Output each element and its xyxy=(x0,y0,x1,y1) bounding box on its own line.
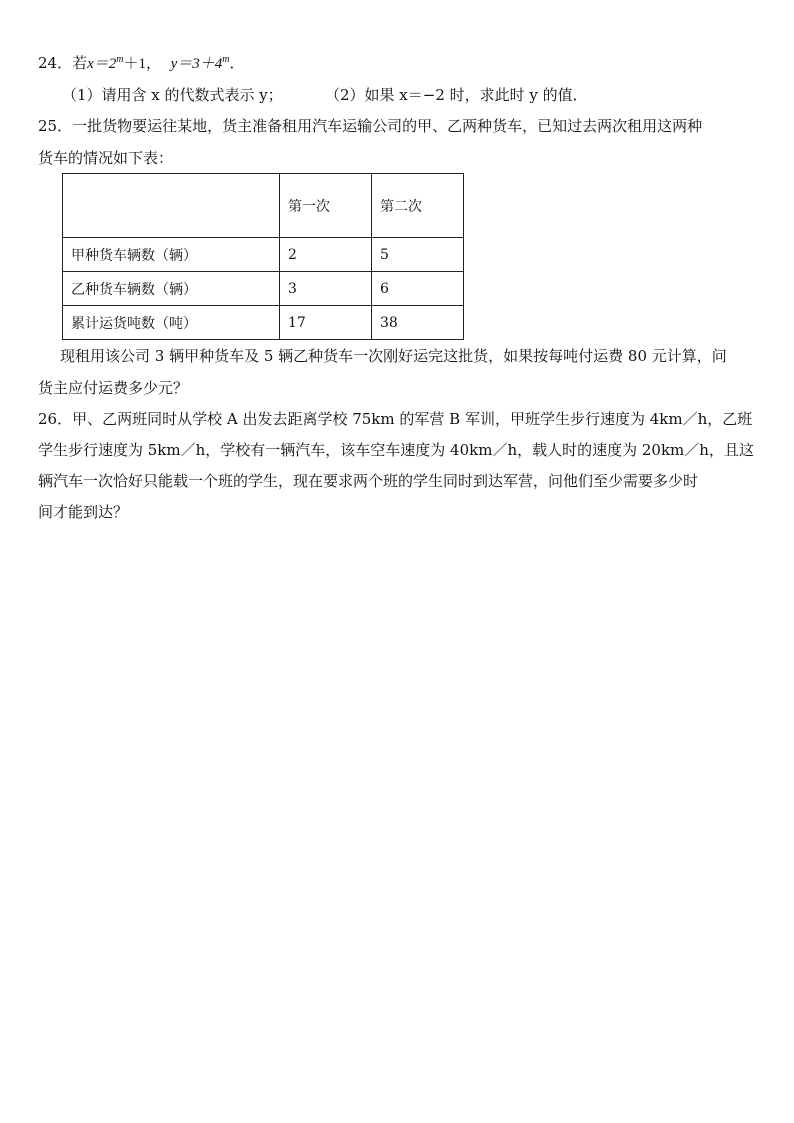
q25-question-line-1: 现租用该公司 3 辆甲种货车及 5 辆乙种货车一次刚好运完这批货，如果按每吨付运费 80 元计算，问 xyxy=(60,347,727,365)
q24-part-2: （2）如果 x＝−2 时，求此时 y 的值． xyxy=(325,86,588,104)
table-header-cell: 第一次 xyxy=(280,174,372,238)
q24-x-equation: x＝2 xyxy=(87,56,117,72)
q26-line-1: 26．甲、乙两班同时从学校 A 出发去距离学校 75km 的军营 B 军训，甲班学生步行速度为 4km／h，乙班 xyxy=(38,410,753,428)
table-cell: 6 xyxy=(372,272,464,306)
q25-question-line-2: 货主应付运费多少元？ xyxy=(38,379,189,397)
q24-y-tail: ． xyxy=(229,54,245,72)
q24-y-equation: y＝3＋4 xyxy=(170,56,223,72)
q26-line-2: 学生步行速度为 5km／h，学校有一辆汽车，该车空车速度为 40km／h，载人时的速度为 20km／h，且这 xyxy=(38,441,754,459)
table-header-cell xyxy=(63,174,280,238)
table-cell: 38 xyxy=(372,306,464,340)
q24-x-tail: ＋1， xyxy=(123,56,162,72)
table-cell: 17 xyxy=(280,306,372,340)
table-row xyxy=(63,238,464,272)
q24-number: 24． xyxy=(38,54,73,72)
table-cell: 2 xyxy=(280,238,372,272)
table-header-row xyxy=(63,174,464,238)
q25-intro-line-1: 25．一批货物要运往某地，货主准备租用汽车运输公司的甲、乙两种货车，已知过去两次租用这两种 xyxy=(38,117,703,135)
q24-lead: 若 xyxy=(72,54,88,72)
table-cell: 5 xyxy=(372,238,464,272)
table-header-cell: 第二次 xyxy=(372,174,464,238)
q25-intro-line-2: 货车的情况如下表： xyxy=(38,149,174,167)
q24-x-exponent: m xyxy=(116,54,124,65)
q26-line-3: 辆汽车一次恰好只能载一个班的学生，现在要求两个班的学生同时到达军营，问他们至少需要多少时 xyxy=(38,472,699,490)
question-24 xyxy=(38,50,245,74)
table-cell: 乙种货车辆数（辆） xyxy=(63,272,280,306)
q26-line-4: 间才能到达？ xyxy=(38,503,129,521)
table-cell: 3 xyxy=(280,272,372,306)
freight-table xyxy=(62,173,464,340)
q24-y-exponent: m xyxy=(222,54,230,65)
q24-part-1: （1）请用含 x 的代数式表示 y； xyxy=(62,86,283,104)
table-cell: 累计运货吨数（吨） xyxy=(63,306,280,340)
table-cell: 甲种货车辆数（辆） xyxy=(63,238,280,272)
table-row xyxy=(63,306,464,340)
table-row xyxy=(63,272,464,306)
